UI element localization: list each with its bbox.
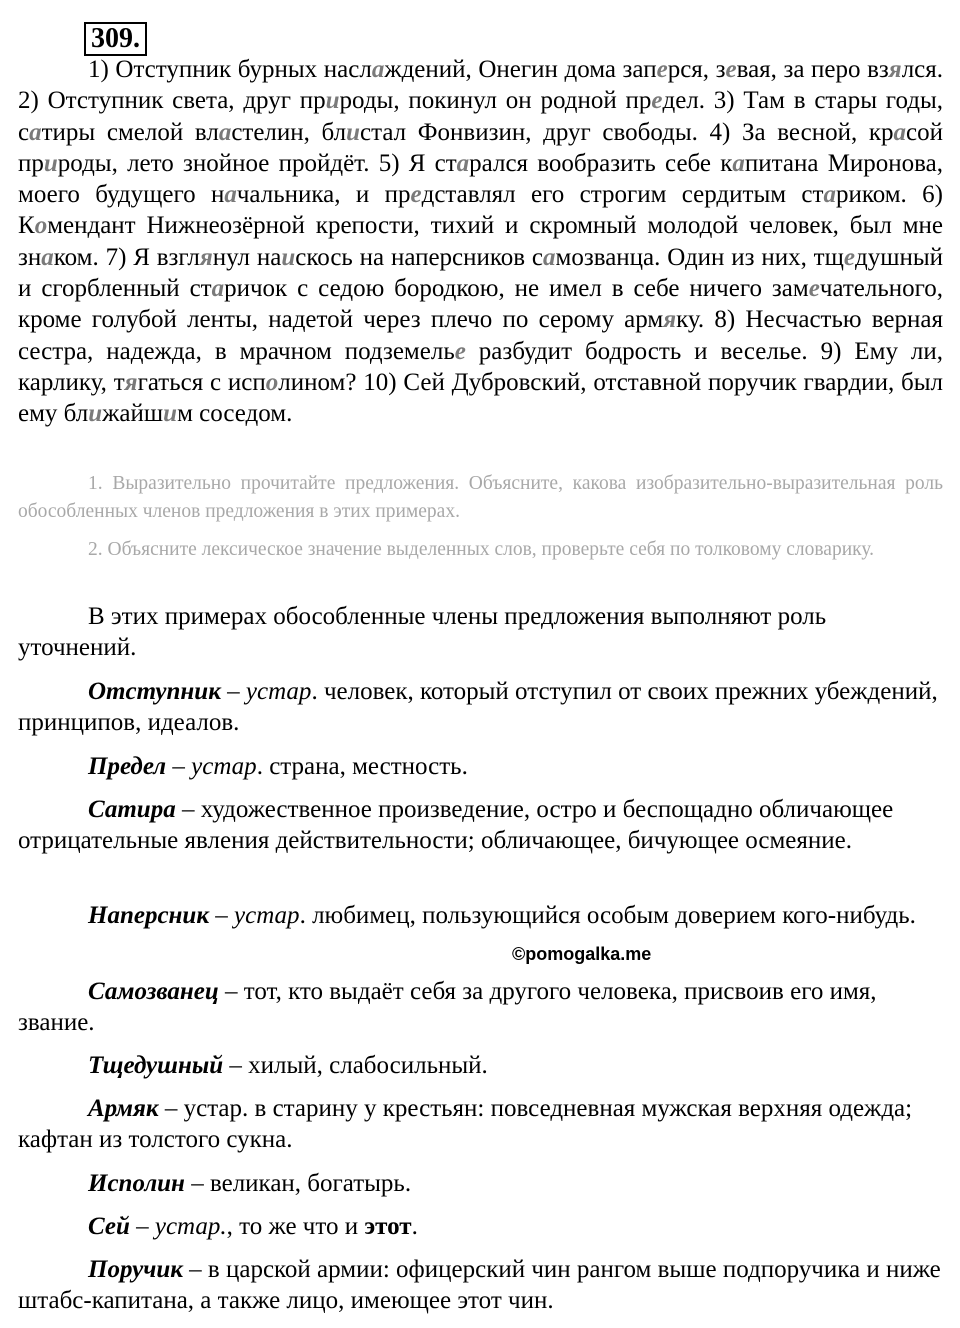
exercise-number: 309.: [84, 22, 147, 56]
highlight: и: [346, 118, 361, 146]
definition-napersnik: Наперсник – устар. любимец, пользующийся особым доверием кого-нибудь.: [88, 902, 916, 929]
highlight: о: [265, 368, 279, 396]
highlight: е: [454, 337, 466, 365]
definition-predel: Предел – устар. страна, местность.: [88, 753, 468, 780]
answer-intro: В этих примерах обособленные члены предложения выполняют роль уточнений.: [18, 603, 827, 662]
highlight: а: [893, 118, 907, 146]
highlight: е: [808, 275, 820, 303]
highlight: я: [888, 56, 902, 83]
highlight: а: [456, 149, 470, 177]
highlight: а: [224, 181, 237, 209]
definition-sei: Сей – устар., то же что и этот.: [88, 1213, 418, 1240]
highlight: е: [843, 243, 855, 271]
highlight: я: [199, 243, 213, 271]
highlight: е: [656, 56, 668, 83]
highlight: а: [371, 56, 385, 83]
definition-ispolin: Исполин – великан, богатырь.: [88, 1170, 412, 1197]
task-1: 1. Выразительно прочитайте предложения. Объясните, какова изобразительно-выразительная роль обособленных членов предложения в этих примерах.: [18, 473, 943, 522]
highlight: и: [43, 149, 58, 177]
highlight: е: [410, 181, 422, 209]
highlight: и: [163, 400, 178, 428]
highlight: а: [543, 243, 556, 271]
highlight: е: [651, 87, 663, 115]
definition-poruchik: Поручик – в царской армии: офицерский чин рангом выше подпоручика и ниже штабс-капитана, а также лицо, имеющее этот чин.: [18, 1256, 941, 1315]
highlight: и: [88, 400, 103, 428]
highlight: а: [218, 118, 232, 146]
definition-satira: Сатира – художественное произведение, остро и беспощадно обличающее отрицательные явления действительности; обличающее, бичующее осмеяние.: [18, 796, 894, 855]
definition-samozvanets: Самозванец – тот, кто выдаёт себя за другого человека, присвоив его имя, звание.: [18, 978, 877, 1037]
exercise-text: 1) Отступник бурных наслаждений, Онегин дома заперся, зевая, за перо взялся. 2) Отступник света, друг природы, покинул он родной предел. 3) Там в стары годы, сатиры смелой властелин, блистал Фонвизин, друг свободы. 4) За весной, красой природы, лето знойное пройдёт. 5) Я старался вообразить себе капитана Миронова, моего будущего начальника, и представлял его строгим сердитым стариком. 6) Комендант Нижнеозёрной крепости, тихий и скромный молодой человек, был мне знаком. 7) Я взглянул наискось на наперсников самозванца. Один из них, тщедушный и сгорбленный старичок с седою бородкою, не имел в себе ничего замечательного, кроме голубой ленты, надетой через плечо по серому армяку. 8) Несчастью верная сестра, надежда, в мрачном подземелье разбудит бодрость и веселье. 9) Ему ли, карлику, тягаться с исполином? 10) Сей Дубровский, отставной поручик гвардии, был ему ближайшим соседом.: [18, 56, 944, 428]
highlight: и: [281, 243, 296, 271]
highlight: и: [325, 87, 340, 115]
highlight: а: [732, 149, 745, 177]
definition-otstupnik: Отступник – устар. человек, который отступил от своих прежних убеждений, принципов, идеалов.: [18, 678, 938, 737]
highlight: а: [823, 181, 836, 209]
highlight: е: [725, 56, 737, 83]
highlight: а: [41, 243, 54, 271]
highlight: а: [211, 275, 225, 303]
definition-armyak: Армяк – устар. в старину у крестьян: повседневная мужская верхняя одежда; кафтан из толстого сукна.: [18, 1095, 913, 1154]
watermark: ©pomogalka.me: [512, 944, 652, 964]
task-2: 2. Объясните лексическое значение выделенных слов, проверьте себя по толковому словарику.: [88, 539, 875, 560]
definition-tshchedushny: Тщедушный – хилый, слабосильный.: [88, 1052, 488, 1079]
highlight: я: [124, 368, 138, 396]
highlight: я: [663, 306, 677, 334]
highlight: о: [34, 212, 48, 240]
highlight: а: [29, 118, 42, 146]
